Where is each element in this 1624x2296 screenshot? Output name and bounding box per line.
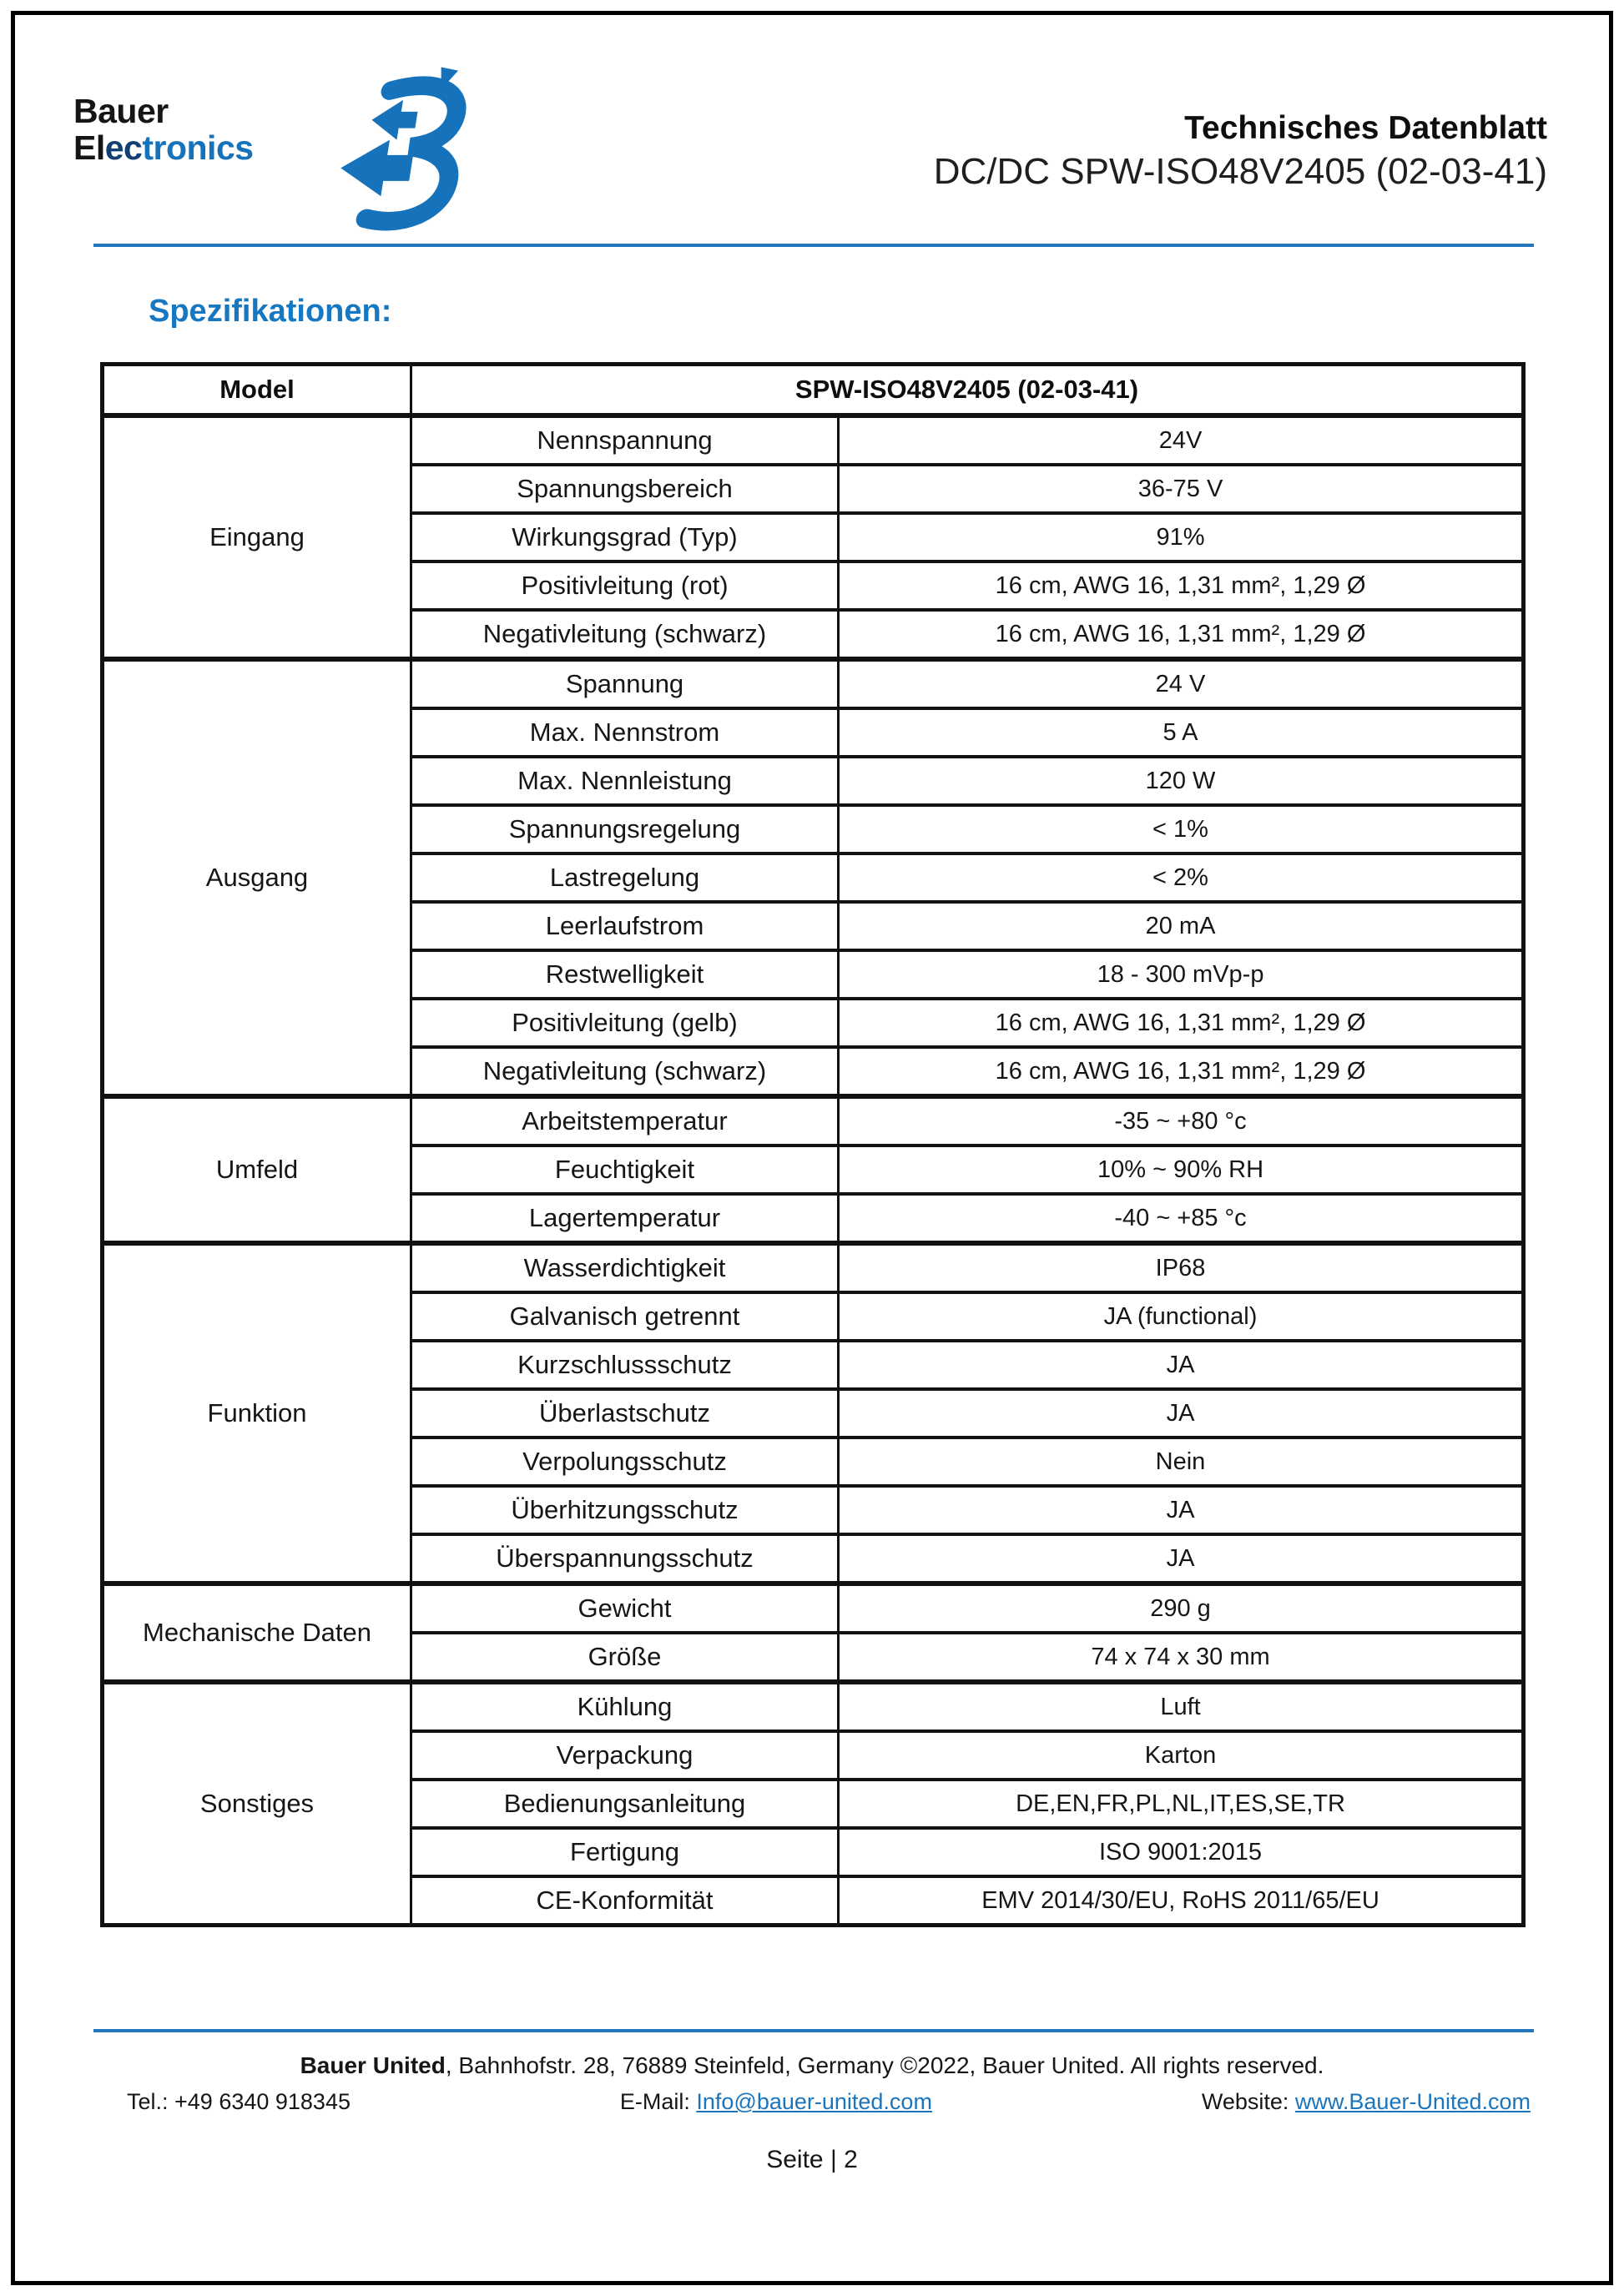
spec-label: Galvanisch getrennt — [411, 1292, 839, 1341]
spec-label: Spannungsbereich — [411, 465, 839, 513]
spec-label: Wasserdichtigkeit — [411, 1243, 839, 1292]
group-cell-umfeld: Umfeld — [103, 1096, 411, 1243]
spec-value: < 2% — [839, 853, 1524, 902]
spec-label: Arbeitstemperatur — [411, 1096, 839, 1145]
spec-value: JA — [839, 1486, 1524, 1534]
group-cell-eingang: Eingang — [103, 415, 411, 659]
spec-value: -40 ~ +85 °c — [839, 1194, 1524, 1243]
spec-label: Kurzschlussschutz — [411, 1341, 839, 1389]
spec-value: Luft — [839, 1682, 1524, 1731]
footer-email-link[interactable]: Info@bauer-united.com — [696, 2089, 932, 2114]
spec-value: JA — [839, 1341, 1524, 1389]
spec-label: Lagertemperatur — [411, 1194, 839, 1243]
spec-label: Feuchtigkeit — [411, 1145, 839, 1194]
logo-line-2-segment: ec — [104, 128, 143, 167]
spec-label: Leerlaufstrom — [411, 902, 839, 950]
spec-label: Negativleitung (schwarz) — [411, 610, 839, 659]
spec-row — [103, 659, 1524, 708]
spec-label: Verpackung — [411, 1731, 839, 1780]
document-title: Technisches Datenblatt — [1184, 110, 1547, 146]
spec-value: 20 mA — [839, 902, 1524, 950]
title-block — [934, 110, 1547, 193]
spec-label: Restwelligkeit — [411, 950, 839, 999]
spec-value: 16 cm, AWG 16, 1,31 mm², 1,29 Ø — [839, 561, 1524, 610]
spec-label: Gewicht — [411, 1584, 839, 1633]
spec-value: IP68 — [839, 1243, 1524, 1292]
footer-website-label: Website: — [1201, 2089, 1295, 2114]
spec-value: 91% — [839, 513, 1524, 561]
spec-label: CE-Konformität — [411, 1876, 839, 1926]
page-number: Seite | 2 — [766, 2146, 858, 2173]
footer-company-rest: , Bahnhofstr. 28, 76889 Steinfeld, Germany ©2022, Bauer United. All rights reserved. — [445, 2052, 1324, 2078]
logo-line-2-segment: El — [73, 128, 105, 167]
spec-value: JA — [839, 1534, 1524, 1584]
footer-telephone: Tel.: +49 6340 918345 — [127, 2089, 351, 2114]
spec-value: < 1% — [839, 805, 1524, 853]
spec-row — [103, 1584, 1524, 1633]
group-cell-ausgang: Ausgang — [103, 659, 411, 1096]
spec-row — [103, 1096, 1524, 1145]
group-cell-mechanische-daten: Mechanische Daten — [103, 1584, 411, 1682]
logo-text — [73, 93, 254, 167]
spec-row — [103, 1682, 1524, 1731]
spec-value: DE,EN,FR,PL,NL,IT,ES,SE,TR — [839, 1780, 1524, 1828]
spec-label: Positivleitung (rot) — [411, 561, 839, 610]
spec-value: 10% ~ 90% RH — [839, 1145, 1524, 1194]
spec-label: Wirkungsgrad (Typ) — [411, 513, 839, 561]
spec-value: 24V — [839, 415, 1524, 465]
spec-label: Überspannungsschutz — [411, 1534, 839, 1584]
logo-line-2-segment: tronics — [142, 128, 254, 167]
spec-value: -35 ~ +80 °c — [839, 1096, 1524, 1145]
spec-label: Bedienungsanleitung — [411, 1780, 839, 1828]
footer-contact-row — [127, 2089, 1531, 2115]
footer-company-line — [0, 2052, 1624, 2079]
spec-label: Lastregelung — [411, 853, 839, 902]
logo-small-arrow-shape — [369, 100, 420, 140]
spec-row — [103, 415, 1524, 465]
footer-divider-line — [93, 2029, 1534, 2032]
model-header-cell: Model — [103, 365, 411, 416]
spec-table — [100, 362, 1526, 1927]
section-heading: Spezifikationen: — [149, 294, 392, 329]
company-logo — [73, 60, 541, 260]
footer-website-link[interactable]: www.Bauer-United.com — [1294, 2089, 1531, 2114]
document-subtitle: DC/DC SPW-ISO48V2405 (02-03-41) — [933, 150, 1547, 192]
footer-website — [1202, 2089, 1531, 2115]
spec-label: Kühlung — [411, 1682, 839, 1731]
spec-value: ISO 9001:2015 — [839, 1828, 1524, 1876]
footer-company-name: Bauer United — [300, 2052, 446, 2078]
spec-table-body — [103, 415, 1524, 1926]
spec-value: Nein — [839, 1438, 1524, 1486]
spec-label: Spannungsregelung — [411, 805, 839, 853]
spec-label: Positivleitung (gelb) — [411, 999, 839, 1047]
footer-email-label: E-Mail: — [619, 2089, 697, 2114]
footer-email — [620, 2089, 932, 2115]
spec-label: Nennspannung — [411, 415, 839, 465]
spec-value: 16 cm, AWG 16, 1,31 mm², 1,29 Ø — [839, 1047, 1524, 1096]
spec-value: Karton — [839, 1731, 1524, 1780]
spec-label: Max. Nennstrom — [411, 708, 839, 757]
spec-label: Fertigung — [411, 1828, 839, 1876]
logo-line-1: Bauer — [73, 92, 169, 130]
spec-value: 18 - 300 mVp-p — [839, 950, 1524, 999]
spec-value: 120 W — [839, 757, 1524, 805]
spec-value: 36-75 V — [839, 465, 1524, 513]
table-header-row — [103, 365, 1524, 416]
spec-label: Verpolungsschutz — [411, 1438, 839, 1486]
spec-label: Max. Nennleistung — [411, 757, 839, 805]
model-value-cell: SPW-ISO48V2405 (02-03-41) — [411, 365, 1524, 416]
spec-label: Spannung — [411, 659, 839, 708]
spec-row — [103, 1243, 1524, 1292]
spec-value: 74 x 74 x 30 mm — [839, 1633, 1524, 1682]
spec-value: 24 V — [839, 659, 1524, 708]
group-cell-funktion: Funktion — [103, 1243, 411, 1584]
header-divider-line — [93, 244, 1534, 247]
logo-line-2 — [73, 130, 254, 167]
spec-value: 16 cm, AWG 16, 1,31 mm², 1,29 Ø — [839, 610, 1524, 659]
spec-label: Überlastschutz — [411, 1389, 839, 1438]
group-cell-sonstiges: Sonstiges — [103, 1682, 411, 1926]
spec-value: JA (functional) — [839, 1292, 1524, 1341]
spec-value: JA — [839, 1389, 1524, 1438]
spec-label: Größe — [411, 1633, 839, 1682]
spec-label: Überhitzungsschutz — [411, 1486, 839, 1534]
spec-value: EMV 2014/30/EU, RoHS 2011/65/EU — [839, 1876, 1524, 1926]
spec-label: Negativleitung (schwarz) — [411, 1047, 839, 1096]
spec-value: 16 cm, AWG 16, 1,31 mm², 1,29 Ø — [839, 999, 1524, 1047]
spec-value: 290 g — [839, 1584, 1524, 1633]
logo-big-arrow-shape — [336, 140, 416, 197]
logo-b-arrow-icon — [314, 60, 472, 248]
spec-value: 5 A — [839, 708, 1524, 757]
